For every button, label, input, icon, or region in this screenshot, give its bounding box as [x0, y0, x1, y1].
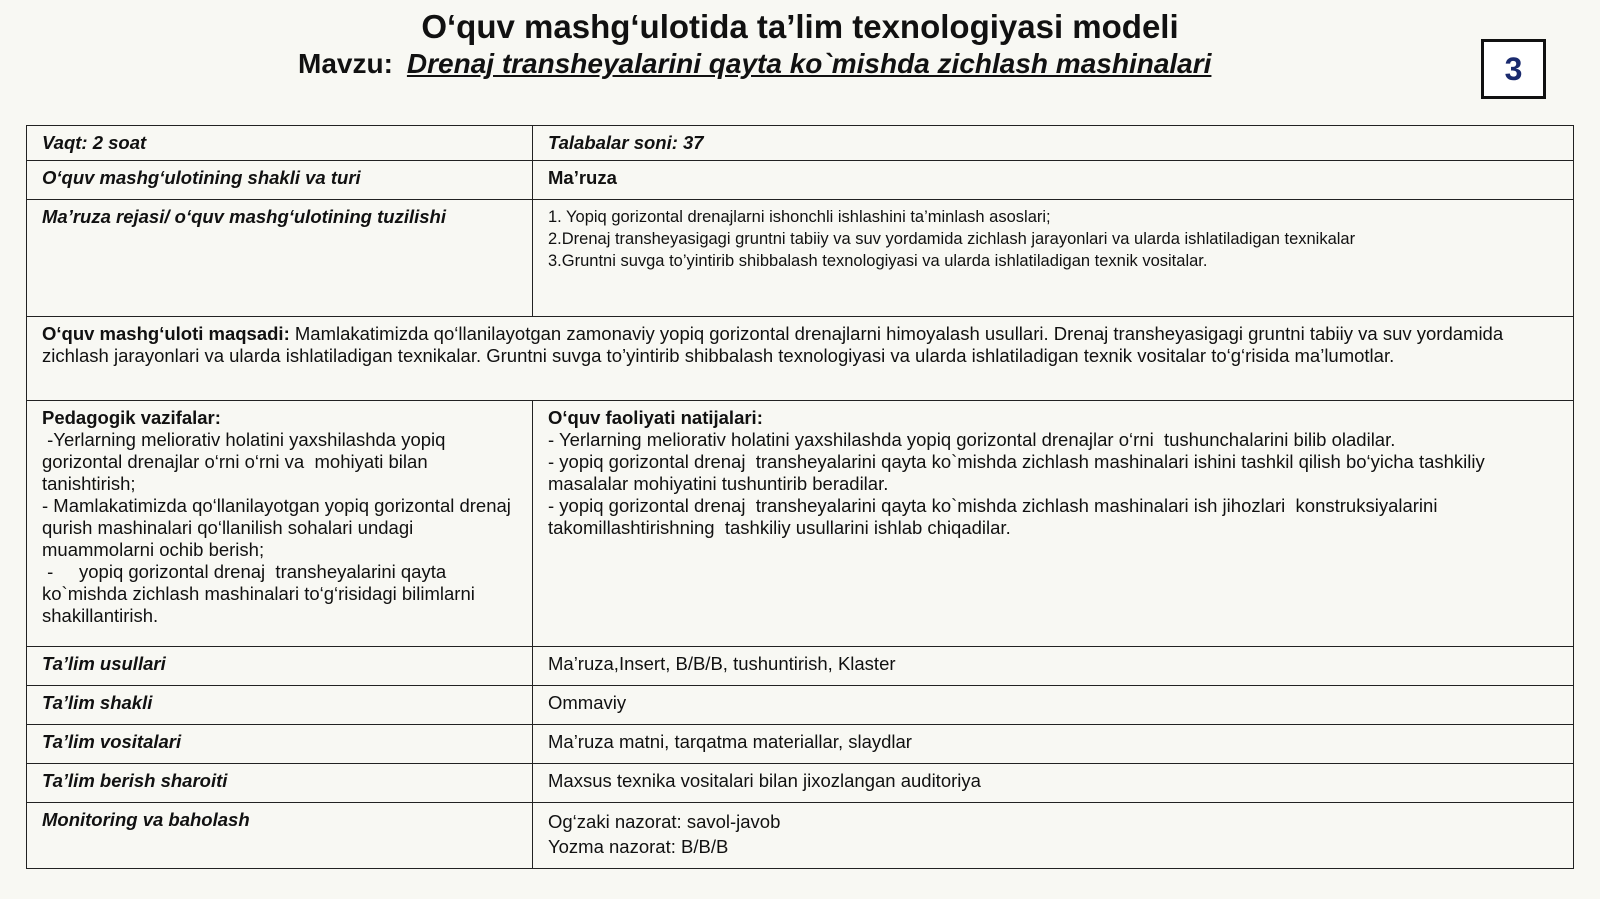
time-cell: Vaqt: 2 soat: [27, 126, 533, 161]
results-cell: [533, 401, 1574, 647]
topic-title: Drenaj transheyalarini qayta ko`mishda zichlash mashinalari: [406, 48, 1212, 79]
plan-item: 1. Yopiq gorizontal drenajlarni ishonchli ishlashini ta’minlash asoslari;: [548, 208, 1051, 226]
table-row: [27, 126, 1574, 161]
plan-label: Ma’ruza rejasi/ o‘quv mashg‘ulotining tuzilishi: [27, 200, 533, 317]
goal-text: Mamlakatimizda qo‘llanilayotgan zamonaviy yopiq gorizontal drenajlarni himoyalash usullari. Drenaj transheyasigagi gruntni tabiiy va suv yordamida zichlash jarayonlari va ularda ishlatiladigan texnikalar. Gruntni suvga to’yintirib shibbalash texnologiyasi va ularda ishlatiladigan texnik vositalar to‘g‘risida ma’lumotlar.: [42, 323, 1504, 366]
table-row: [27, 317, 1574, 401]
tasks-label: Pedagogik vazifalar:: [42, 407, 221, 428]
table-row: [27, 725, 1574, 764]
monitoring-list: [533, 803, 1574, 869]
students-cell: Talabalar soni: 37: [533, 126, 1574, 161]
form2-label: Ta’lim shakli: [27, 686, 533, 725]
goal-cell: [27, 317, 1574, 401]
results-label: O‘quv faoliyati natijalari:: [548, 407, 763, 428]
conditions-label: Ta’lim berish sharoiti: [27, 764, 533, 803]
plan-item: 2.Drenaj transheyasigagi gruntni tabiiy va suv yordamida zichlash jarayonlari va ularda ishlatiladigan texnikalar: [548, 230, 1356, 248]
topic-prefix: Mavzu:: [298, 48, 393, 79]
lesson-model-table: [26, 125, 1574, 869]
page-number: 3: [1504, 50, 1523, 87]
form-value: Ma’ruza: [533, 161, 1574, 200]
tasks-cell: [27, 401, 533, 647]
tasks-text: -Yerlarning meliorativ holatini yaxshilashda yopiq gorizontal drenajlar o‘rni o‘rni va mohiyati bilan tanishtirish; - Mamlakatimizda qo‘llanilayotgan yopiq gorizontal drenaj qurish mashinalari qo‘llanilish sohalari undagi muammolarni ochib berish; - yopiq gorizontal drenaj transheyalarini qayta ko`mishda zichlash mashinalari to‘g‘risidagi bilimlarni shakillantirish.: [42, 429, 511, 626]
plan-item: 3.Gruntni suvga to’yintirib shibbalash texnologiyasi va ularda ishlatiladigan texnik vositalar.: [548, 252, 1208, 270]
plan-list: [533, 200, 1574, 317]
form2-value: Ommaviy: [533, 686, 1574, 725]
table-row: [27, 401, 1574, 647]
conditions-value: Maxsus texnika vositalari bilan jixozlangan auditoriya: [533, 764, 1574, 803]
page-number-box: [1481, 39, 1546, 99]
table-row: [27, 647, 1574, 686]
results-text: - Yerlarning meliorativ holatini yaxshilashda yopiq gorizontal drenajlar o‘rni tushunchalarini bilib oladilar. - yopiq gorizontal drenaj transheyalarini qayta ko`mishda zichlash mashinalari ishini tashkil qilish bo‘yicha tashkiliy masalalar mohiyatini tushuntirib beradilar. - yopiq gorizontal drenaj transheyalarini qayta ko`mishda zichlash mashinalari ish jihozlari konstruksiyalarini takomillashtirishning tashkiliy usullarini ishlab chiqadilar.: [548, 429, 1485, 538]
topic-heading: [298, 48, 1211, 80]
methods-value: Ma’ruza,Insert, B/B/B, tushuntirish, Klaster: [533, 647, 1574, 686]
monitoring-item: Yozma nazorat: B/B/B: [548, 836, 729, 857]
table-row: [27, 686, 1574, 725]
methods-label: Ta’lim usullari: [27, 647, 533, 686]
page-title: O‘quv mashg‘ulotida ta’lim texnologiyasi modeli: [421, 8, 1179, 45]
table-row: [27, 764, 1574, 803]
form-label: O‘quv mashg‘ulotining shakli va turi: [27, 161, 533, 200]
table-row: [27, 803, 1574, 869]
goal-label: O‘quv mashg‘uloti maqsadi:: [42, 323, 290, 344]
tools-value: Ma’ruza matni, tarqatma materiallar, slaydlar: [533, 725, 1574, 764]
monitoring-item: Og‘zaki nazorat: savol-javob: [548, 811, 781, 832]
table-row: [27, 161, 1574, 200]
table-row: [27, 200, 1574, 317]
monitoring-label: Monitoring va baholash: [27, 803, 533, 869]
tools-label: Ta’lim vositalari: [27, 725, 533, 764]
